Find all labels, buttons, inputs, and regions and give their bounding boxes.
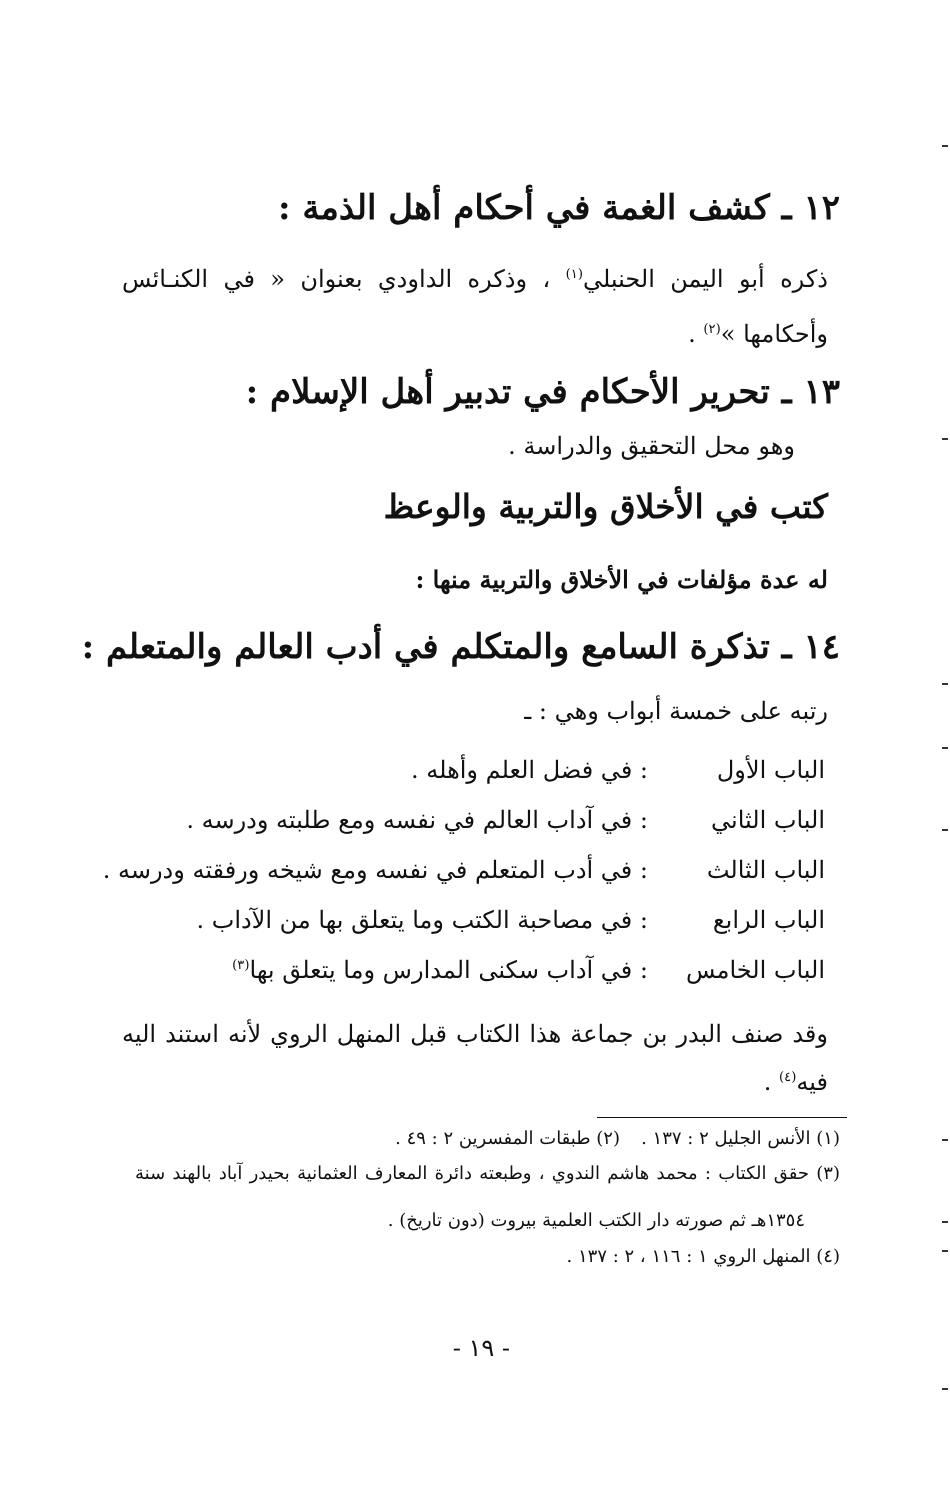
footnote-ref-2: (٢): [703, 322, 721, 337]
section-14-title: ١٤ ـ تذكرة السامع والمتكلم في أدب العالم والمتعلم :: [81, 627, 840, 667]
footnote-2: (٢) طبقات المفسرين ٢ : ٤٩ .: [395, 1128, 620, 1149]
section-12-text-end: .: [688, 320, 696, 348]
scan-mark: [942, 1250, 948, 1252]
chapter-2-name: الباب الثاني: [711, 806, 825, 834]
scan-mark: [942, 145, 948, 147]
section-12-title: ١٢ ـ كشف الغمة في أحكام أهل الذمة :: [277, 188, 840, 228]
closing-text: فيه: [796, 1068, 828, 1096]
scan-mark: [942, 829, 948, 831]
scan-mark: [942, 683, 948, 685]
scan-mark: [942, 1139, 948, 1141]
scan-mark: [942, 1388, 948, 1390]
page-number: - ١٩ -: [452, 1334, 510, 1362]
chapter-4-name: الباب الرابع: [712, 906, 825, 934]
chapter-3-name: الباب الثالث: [706, 856, 825, 884]
closing-line-1: وقد صنف البدر بن جماعة هذا الكتاب قبل المنهل الروي لأنه استند اليه: [122, 1020, 828, 1048]
footnote-separator: [597, 1117, 847, 1118]
footnote-ref-1: (١): [565, 267, 583, 282]
footnote-4: (٤) المنهل الروي ١ : ١١٦ ، ٢ : ١٣٧ .: [566, 1246, 840, 1267]
scan-mark: [942, 438, 948, 440]
category-heading: كتب في الأخلاق والتربية والوعظ: [383, 487, 828, 526]
footnote-ref-3: (٣): [232, 958, 250, 973]
chapter-5-name: الباب الخامس: [686, 956, 825, 984]
section-12-line-2: [688, 320, 828, 348]
chapter-3-desc: : في أدب المتعلم في نفسه ومع شيخه ورفقته ودرسه .: [102, 856, 648, 884]
footnote-3-line-1: (٣) حقق الكتاب : محمد هاشم الندوي ، وطبعته دائرة المعارف العثمانية بحيدر آباد بالهند سنة: [135, 1163, 840, 1184]
footnote-3-line-2: ١٣٥٤هـ ثم صورته دار الكتب العلمية بيروت (دون تاريخ) .: [387, 1210, 805, 1231]
closing-line-2: [764, 1068, 828, 1096]
chapter-5-desc: [232, 956, 648, 984]
section-12-line-1: [122, 265, 828, 293]
section-14-intro: رتبه على خمسة أبواب وهي : ـ: [524, 697, 828, 725]
chapter-5-desc-text: : في آداب سكنى المدارس وما يتعلق بها: [249, 956, 648, 984]
chapter-4-desc: : في مصاحبة الكتب وما يتعلق بها من الآداب .: [196, 906, 648, 934]
footnote-ref-4: (٤): [779, 1070, 797, 1085]
chapter-1-desc: : في فضل العلم وأهله .: [411, 756, 648, 784]
scan-mark: [942, 747, 948, 749]
footnote-1: (١) الأنس الجليل ٢ : ١٣٧ .: [641, 1128, 840, 1149]
section-12-text-c: وأحكامها »: [720, 320, 828, 348]
section-12-text-a: ذكره أبو اليمن الحنبلي: [582, 265, 828, 293]
category-intro: له عدة مؤلفات في الأخلاق والتربية منها :: [415, 565, 828, 594]
section-13-title: ١٣ ـ تحرير الأحكام في تدبير أهل الإسلام :: [245, 372, 840, 412]
scan-mark: [942, 1221, 948, 1223]
chapter-2-desc: : في آداب العالم في نفسه ومع طلبته ودرسه .: [186, 806, 648, 834]
closing-end: .: [763, 1068, 772, 1096]
section-12-text-b: ، وذكره الداودي بعنوان « في الكنـائس: [122, 265, 551, 293]
section-13-text: وهو محل التحقيق والدراسة .: [508, 432, 795, 460]
chapter-1-name: الباب الأول: [716, 756, 825, 784]
